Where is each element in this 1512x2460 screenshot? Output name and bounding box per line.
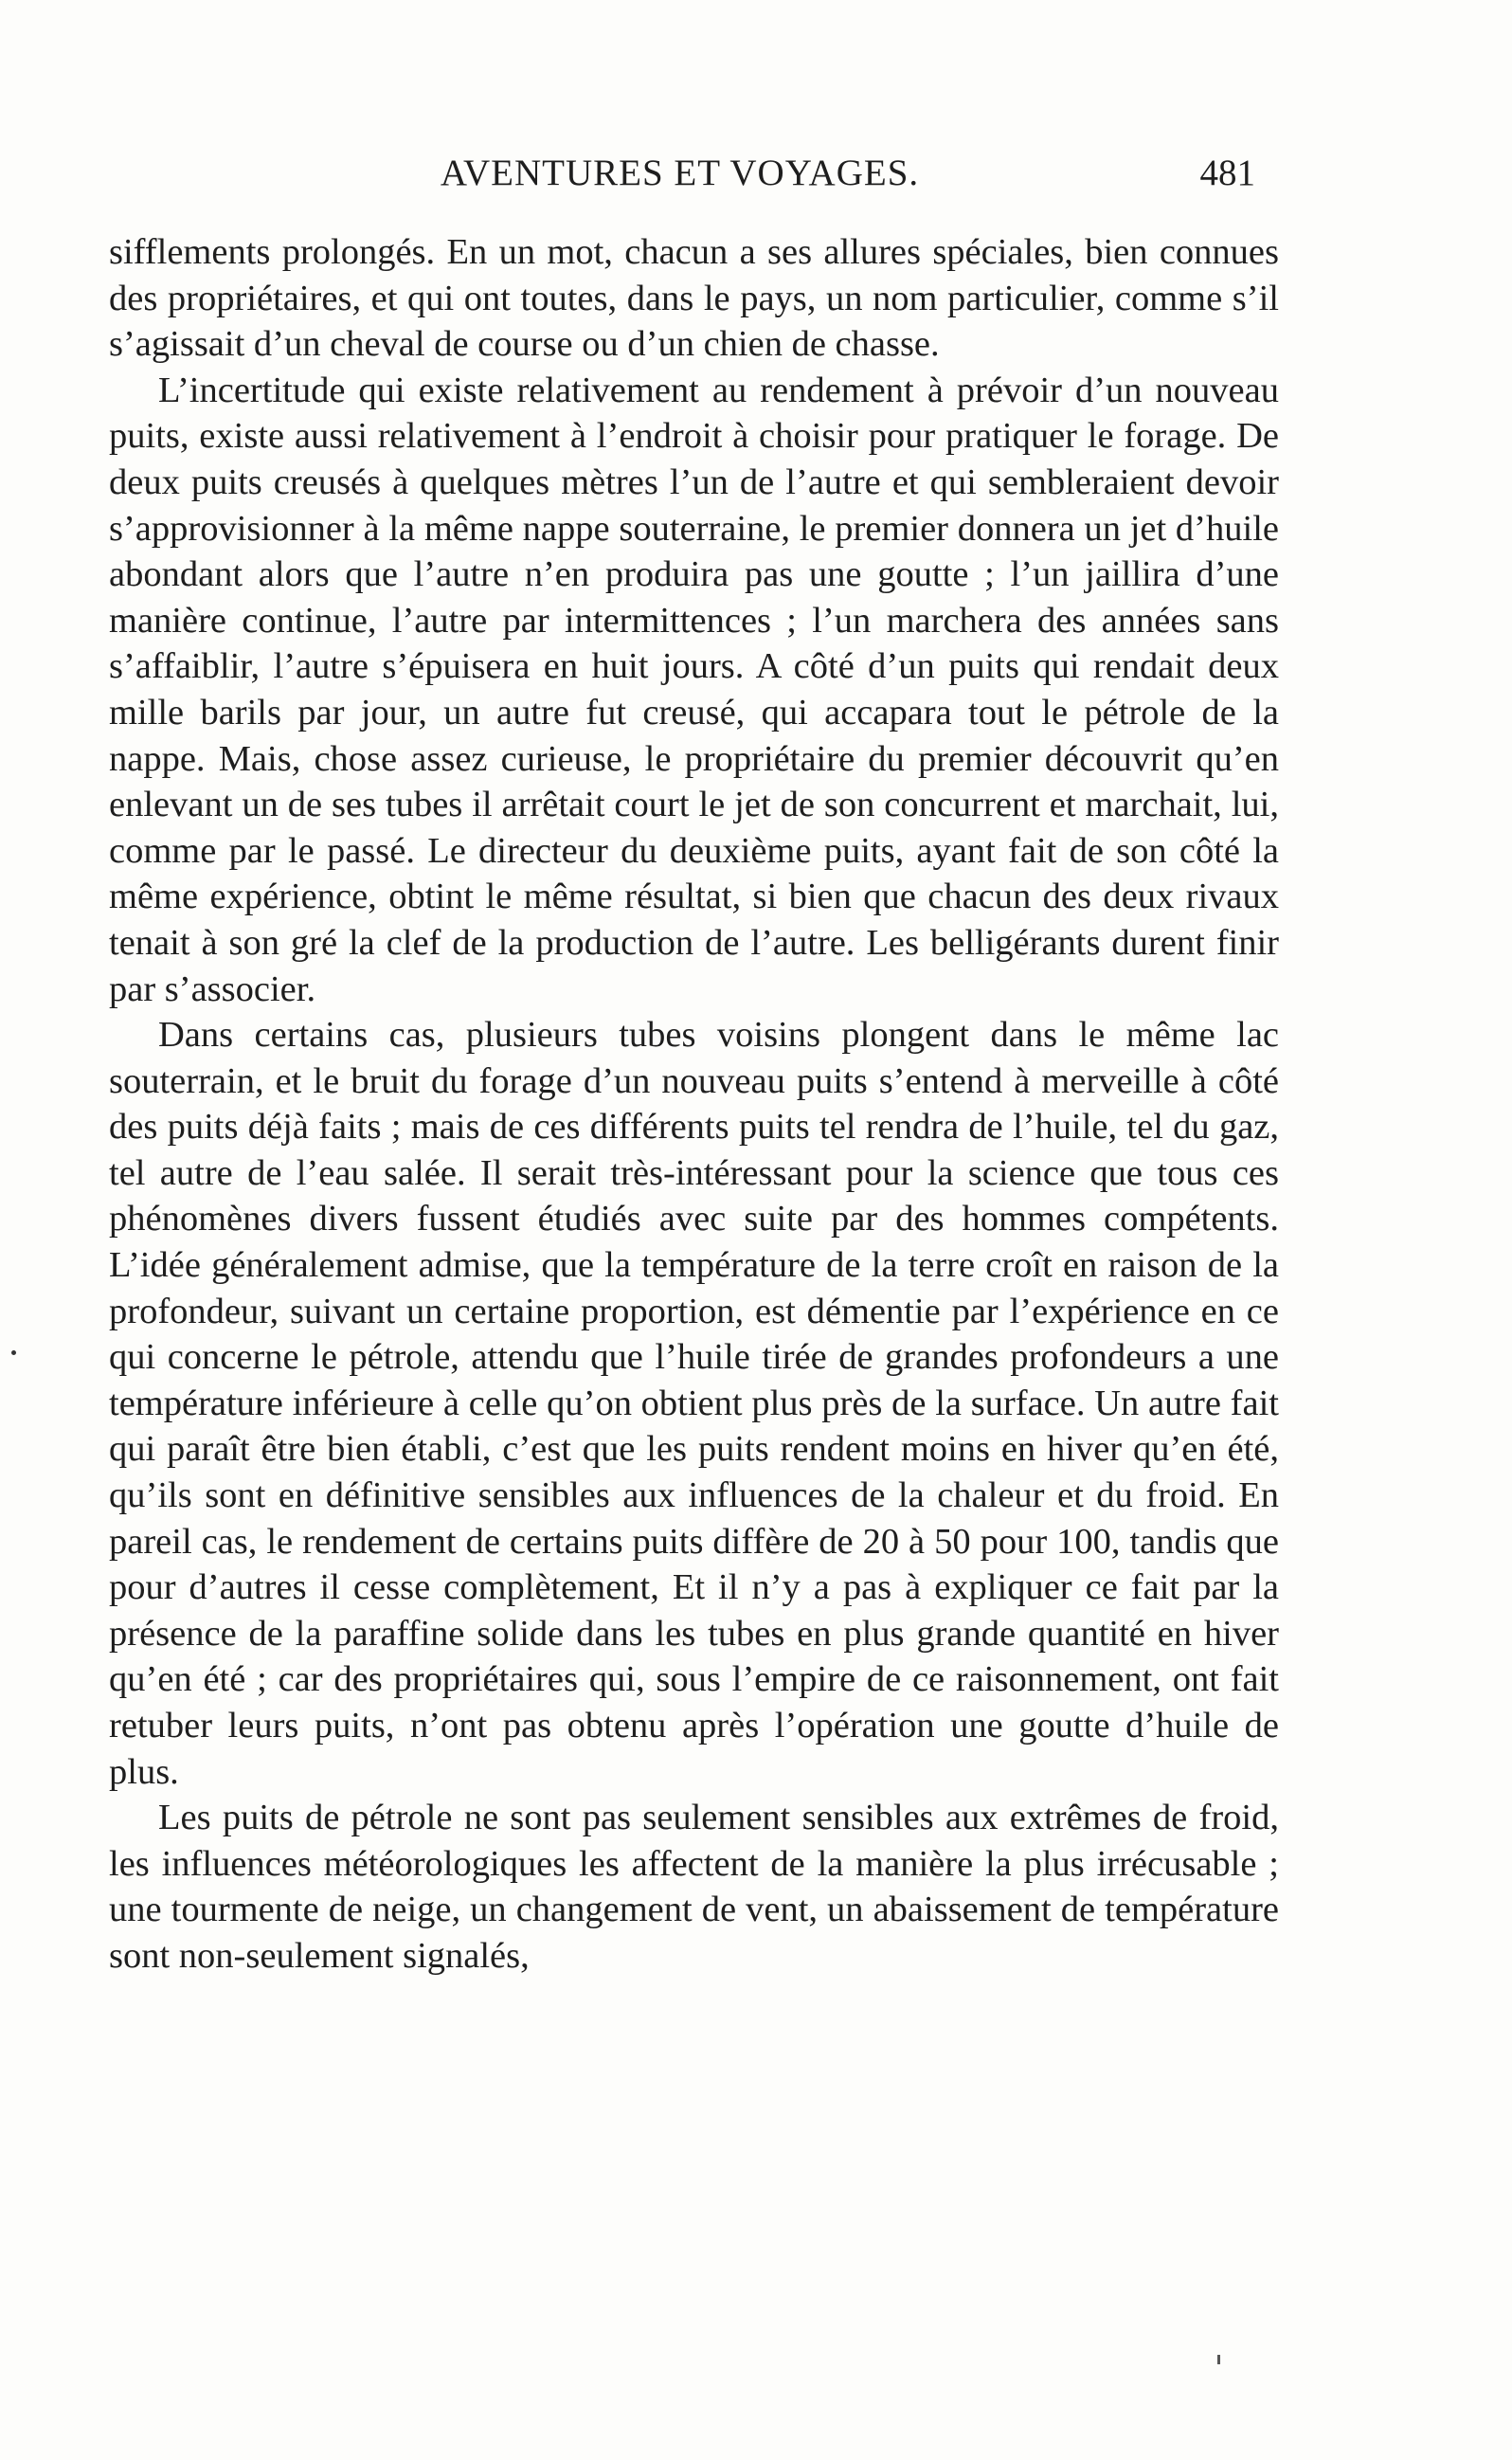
page-number: 481 xyxy=(1199,153,1255,193)
body-text xyxy=(109,229,1279,1980)
paragraph-continued: sifflements prolongés. En un mot, chacun a ses allures spéciales, bien connues des propriétaires, et qui ont toutes, dans le pays, un nom particulier, comme s’il s’agissait d’un cheval de course ou d’un chien de chasse. xyxy=(109,232,1279,365)
stray-ink-mark xyxy=(1217,2355,1220,2364)
paragraph: Dans certains cas, plusieurs tubes voisins plongent dans le même lac souterrain, et le bruit du forage d’un nouveau puits s’entend à merveille à côté des puits déjà faits ; mais de ces différents puits tel rendra de l’huile, tel du gaz, tel autre de l’eau salée. Il serait très-intéressant pour la science que tous ces phénomènes divers fussent étudiés avec suite par des hommes compétents. L’idée généralement admise, que la température de la terre croît en raison de la profondeur, suivant un certaine proportion, est démentie par l’expérience en ce qui concerne le pétrole, attendu que l’huile tirée de grandes profondeurs a une température inférieure à celle qu’on obtient plus près de la surface. Un autre fait qui paraît être bien établi, c’est que les puits rendent moins en hiver qu’en été, qu’ils sont en définitive sensibles aux influences de la chaleur et du froid. En pareil cas, le rendement de certains puits diffère de 20 à 50 pour 100, tandis que pour d’autres il cesse complètement, Et il n’y a pas à expliquer ce fait par la présence de la paraffine solide dans les tubes en plus grande quantité en hiver qu’en été ; car des propriétaires qui, sous l’empire de ce raisonnement, ont fait retuber leurs puits, n’ont pas obtenu après l’opération une goutte d’huile de plus. xyxy=(109,1015,1279,1792)
running-title: AVENTURES ET VOYAGES. xyxy=(440,153,920,193)
margin-speck xyxy=(11,1350,16,1355)
paragraph: L’incertitude qui existe relativement au rendement à prévoir d’un nouveau puits, existe aussi relativement à l’endroit à choisir pour pratiquer le forage. De deux puits creusés à quelques mètres l’un de l’autre et qui sembleraient devoir s’approvisionner à la même nappe souterraine, le premier donnera un jet d’huile abondant alors que l’autre n’en produira pas une goutte ; l’un jaillira d’une manière continue, l’autre par intermittences ; l’un marchera des années sans s’affaiblir, l’autre s’épuisera en huit jours. A côté d’un puits qui rendait deux mille barils par jour, un autre fut creusé, qui accapara tout le pétrole de la nappe. Mais, chose assez curieuse, le propriétaire du premier découvrit qu’en enlevant un de ses tubes il arrêtait court le jet de son concurrent et marchait, lui, comme par le passé. Le directeur du deuxième puits, ayant fait de son côté la même expérience, obtint le même résultat, si bien que chacun des deux rivaux tenait à son gré la clef de la production de l’autre. Les belligérants durent finir par s’associer. xyxy=(109,370,1279,1009)
paragraph: Les puits de pétrole ne sont pas seulement sensibles aux extrêmes de froid, les influences météorologiques les affectent de la manière la plus irrécusable ; une tourmente de neige, un changement de vent, un abaissement de température sont non-seulement signalés, xyxy=(109,1798,1279,1976)
page-header xyxy=(104,152,1255,208)
